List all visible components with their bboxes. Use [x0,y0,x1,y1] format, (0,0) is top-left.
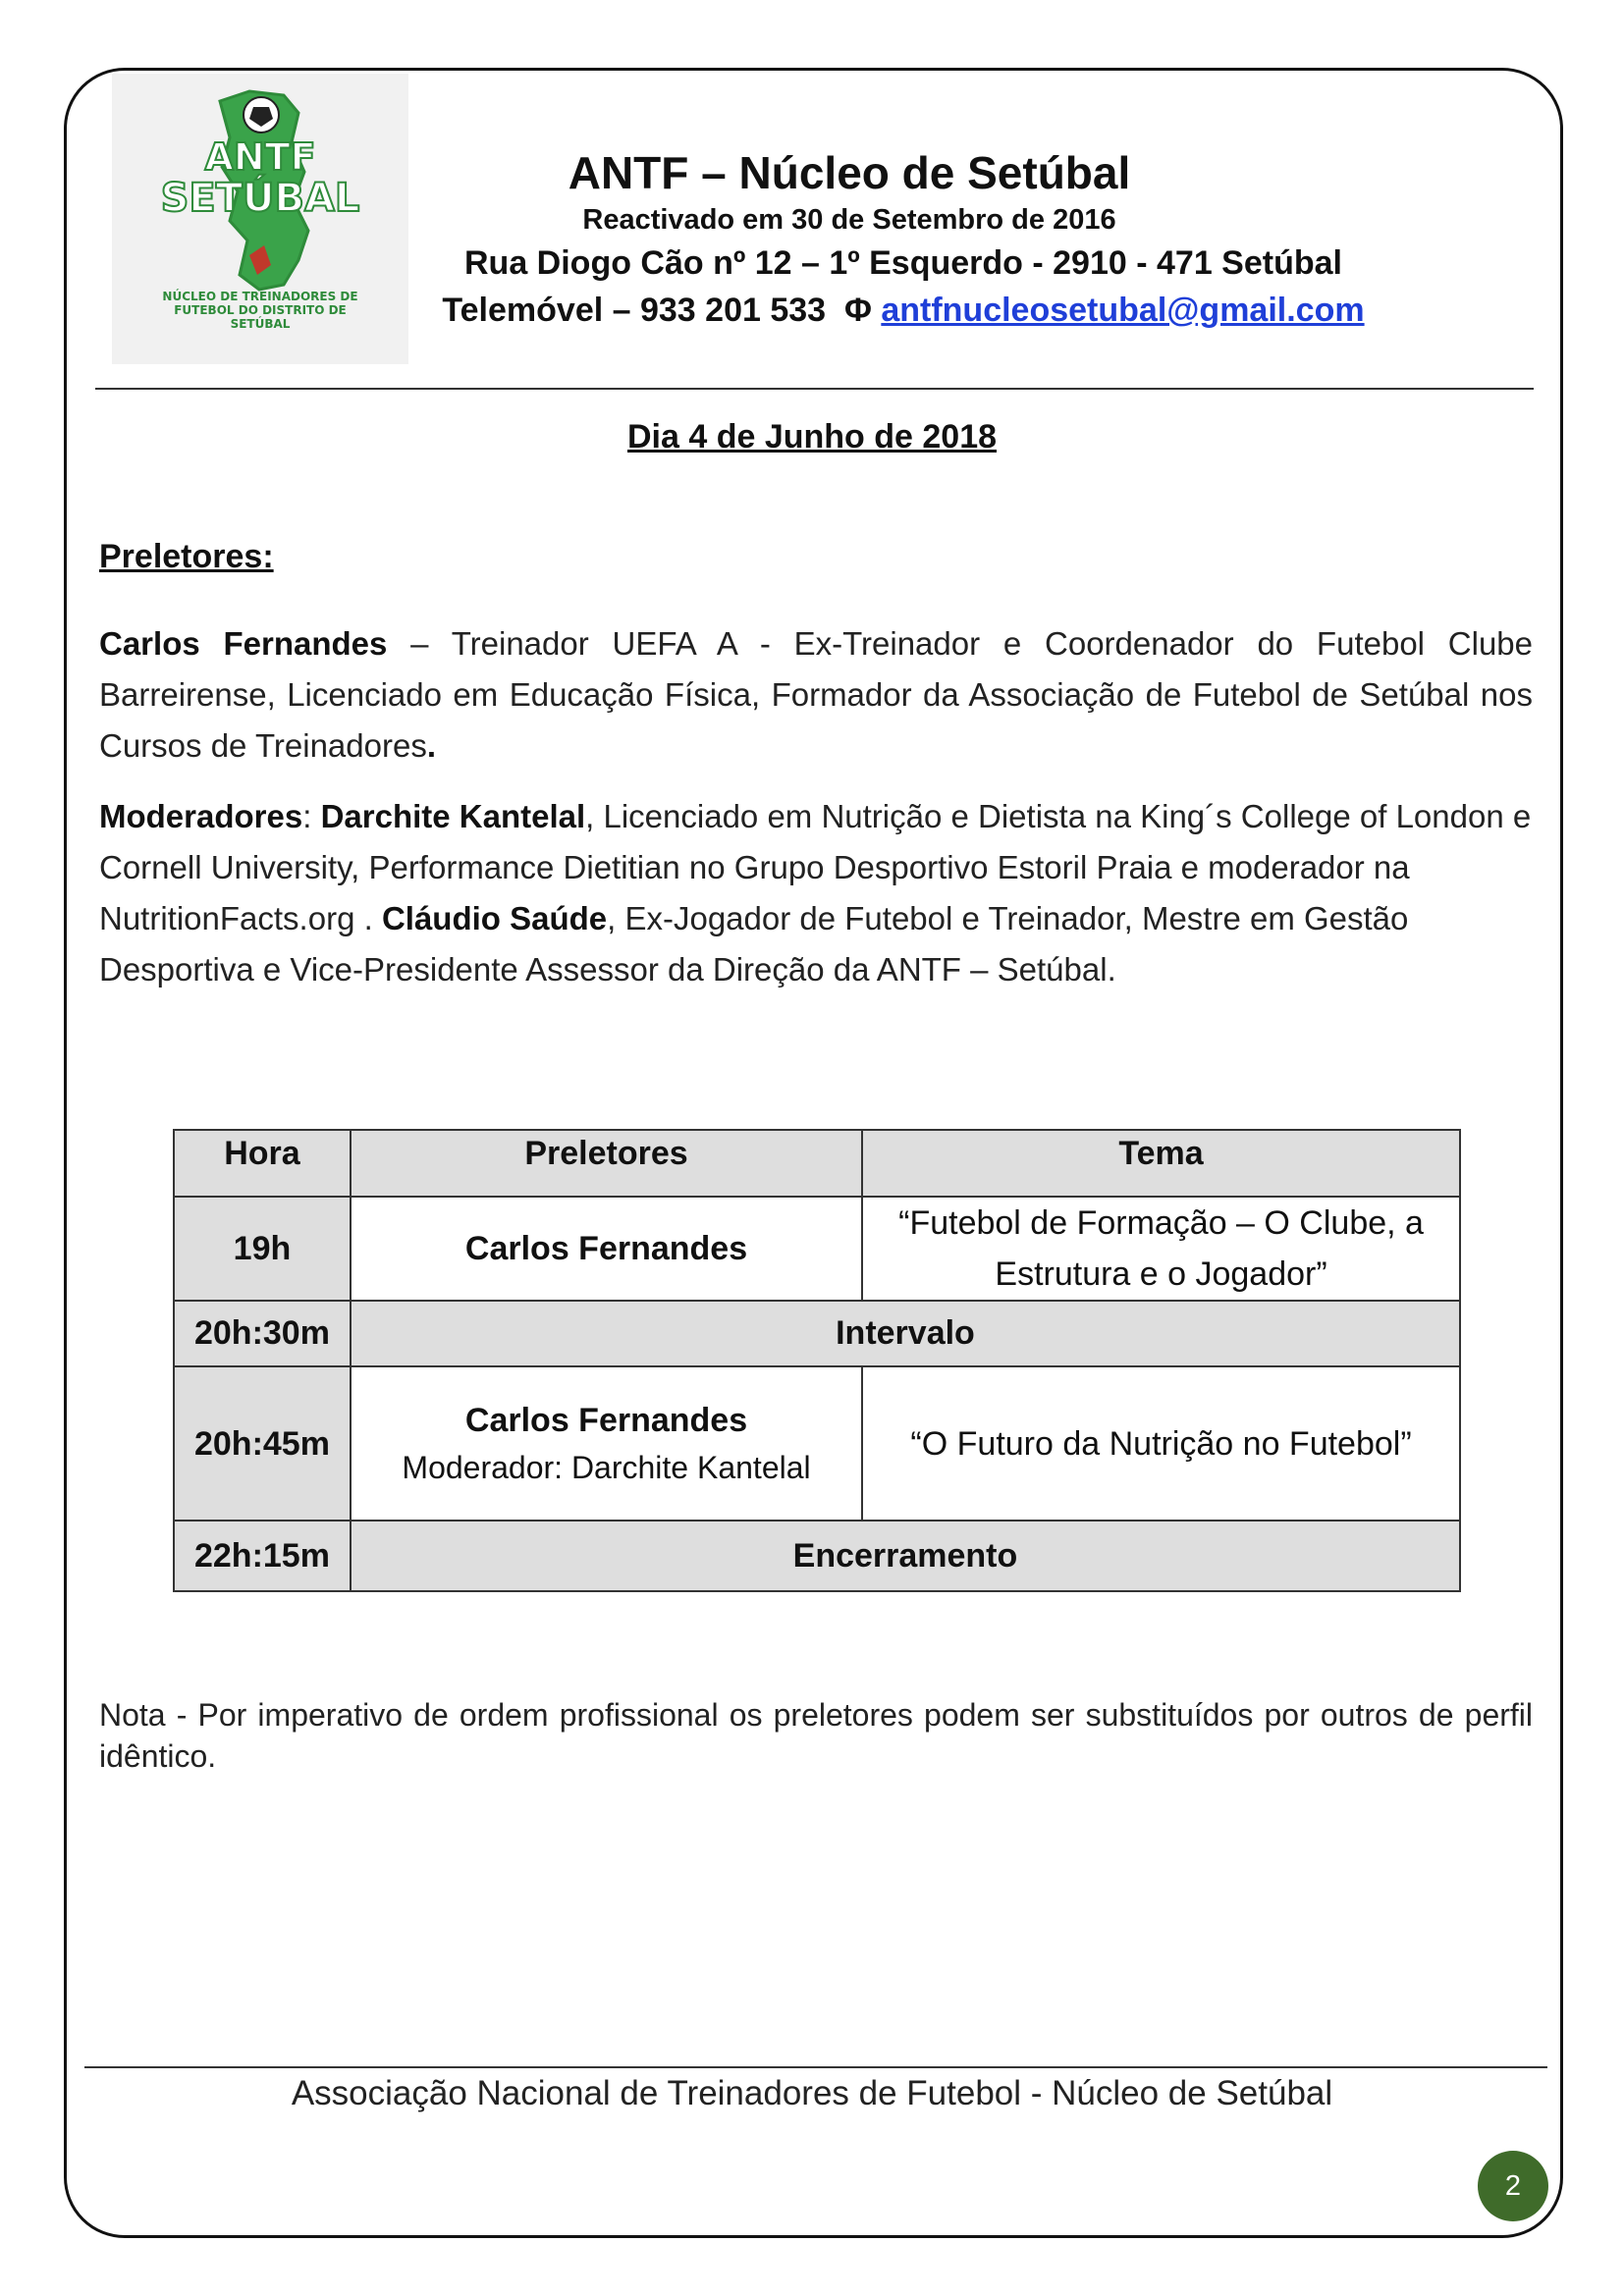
logo-caption [112,290,408,331]
note-text: Nota - Por imperativo de ordem profissional os preletores podem ser substituídos por outros de perfil idêntico. [99,1697,1533,1774]
moderator-bio-1: , Licenciado em Nutrição e Dietista na King´s College of London e Cornell University, Performance Dietitian no Grupo Desportivo Estoril Praia e moderador na NutritionFacts.org . [99,798,1532,936]
speaker-bio-end: . [426,727,437,764]
moderators-colon: : [302,798,321,834]
speakers-heading: Preletores: [99,538,274,575]
footer-text: Associação Nacional de Treinadores de Futebol - Núcleo de Setúbal [291,2074,1333,2112]
table-header-row [174,1130,1460,1197]
time-cell: 20h:45m [174,1366,351,1521]
break-cell: Intervalo [351,1301,1460,1366]
logo-wordmark-bottom: SETÚBAL [160,176,360,221]
topic-cell: “O Futuro da Nutrição no Futebol” [862,1366,1460,1521]
time-cell: 19h [174,1197,351,1301]
table-row [174,1366,1460,1521]
header-tema: Tema [862,1130,1460,1197]
footer-divider [84,2066,1547,2068]
moderators-label: Moderadores [99,798,303,834]
moderator-name-1: Darchite Kantelal [320,798,586,834]
logo-caption-line: FUTEBOL DO DISTRITO DE [174,303,347,317]
header-hora: Hora [174,1130,351,1197]
logo-caption-line: NÚCLEO DE TREINADORES DE [162,290,358,303]
table-row [174,1521,1460,1591]
speaker-cell: Carlos Fernandes [351,1197,862,1301]
org-phone: Telemóvel – 933 201 533 [442,292,827,329]
speaker-cell [351,1366,862,1521]
moderator-bio-2: , Ex-Jogador de Futebol e Treinador, Mestre em Gestão Desportiva e Vice-Presidente Assessor da Direção da ANTF – Setúbal. [99,900,1409,988]
logo-wordmark-top: ANTF [204,135,316,179]
org-address: Rua Diogo Cão nº 12 – 1º Esquerdo - 2910 - 471 Setúbal [464,244,1342,282]
moderator-line: Moderador: Darchite Kantelal [402,1449,811,1485]
table-row [174,1301,1460,1366]
email-link[interactable]: antfnucleosetubal@gmail.com [881,292,1365,329]
moderator-name-2: Cláudio Saúde [381,900,608,936]
header-divider [95,388,1534,390]
event-date-heading: Dia 4 de Junho de 2018 [626,418,998,455]
page-number-badge: 2 [1478,2151,1548,2221]
moderators-paragraph [99,791,1533,995]
speaker-name: Carlos Fernandes [464,1401,748,1439]
table-row [174,1197,1460,1301]
org-subtitle: Reactivado em 30 de Setembro de 2016 [582,204,1116,236]
speaker-paragraph [99,618,1533,772]
speaker-name: Carlos Fernandes [99,625,388,662]
time-cell: 20h:30m [174,1301,351,1366]
time-cell: 22h:15m [174,1521,351,1591]
letterhead [412,145,1394,334]
logo-caption-line: SETÚBAL [230,317,291,331]
org-contact [412,287,1394,334]
speaker-bio: – Treinador UEFA A - Ex-Treinador e Coordenador do Futebol Clube Barreirense, Licenciado em Educação Física, Formador da Associação de Futebol de Setúbal nos Cursos de Treinadores [99,625,1534,764]
closing-cell: Encerramento [351,1521,1460,1591]
org-title: ANTF – Núcleo de Setúbal [568,147,1131,198]
schedule-table [173,1129,1461,1592]
header-preletores: Preletores [351,1130,862,1197]
phi-separator: Φ [843,292,872,329]
topic-cell: “Futebol de Formação – O Clube, a Estrutura e o Jogador” [862,1197,1460,1301]
